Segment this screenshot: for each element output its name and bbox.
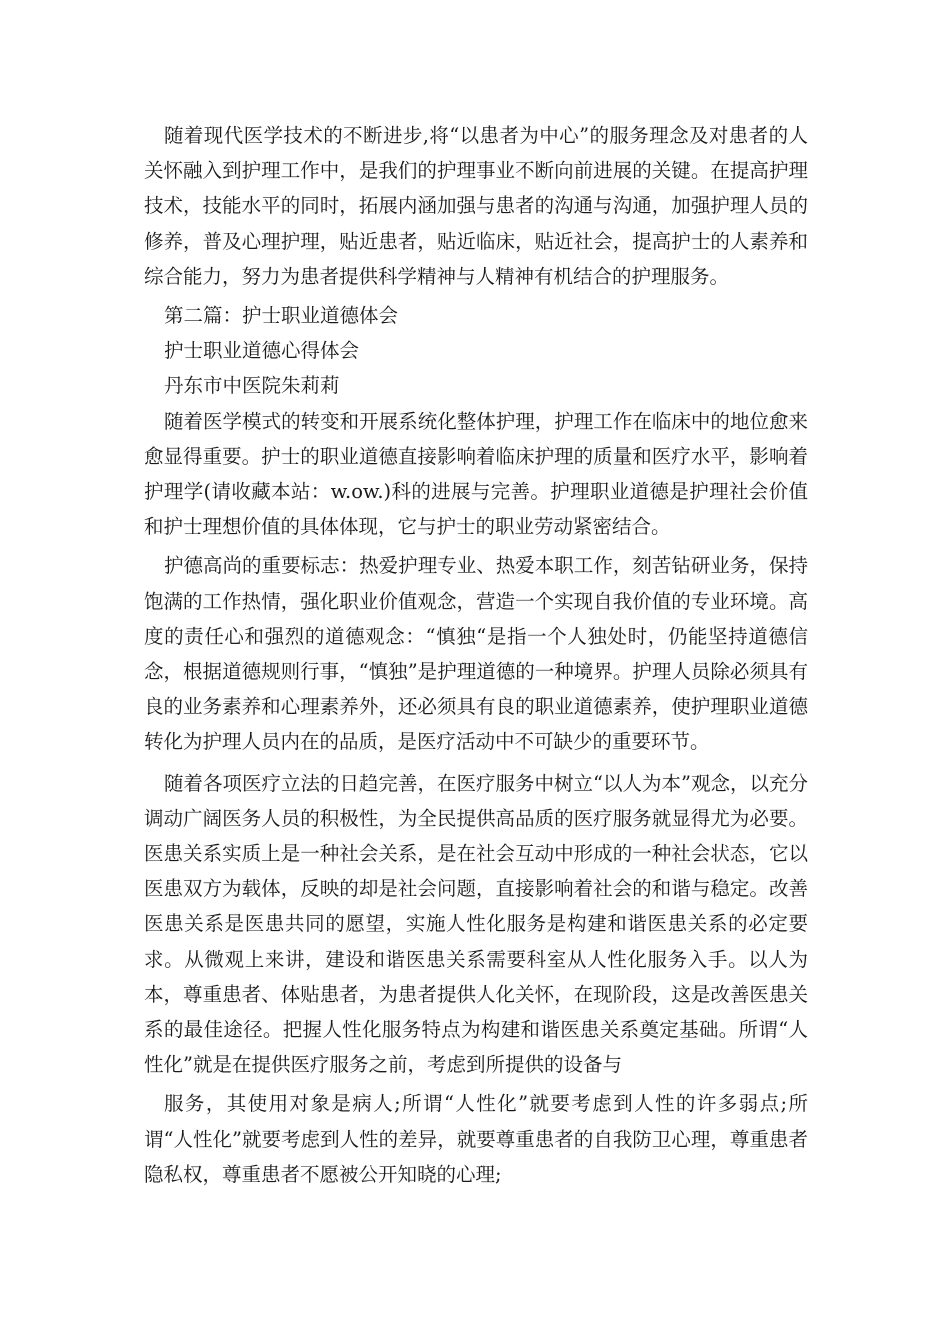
section-heading: 第二篇：护士职业道德体会 bbox=[164, 304, 399, 328]
paragraph-body-4: 服务，其使用对象是病人;所谓“人性化”就要考虑到人性的许多弱点;所谓“人性化”就要考虑到人性的差异，就要尊重患者的自我防卫心理，尊重患者隐私权，尊重患者不愿被公开知晓的心理; bbox=[144, 1092, 808, 1186]
article-title: 护士职业道德心得体会 bbox=[164, 339, 360, 363]
paragraph-body-2: 护德高尚的重要标志：热爱护理专业、热爱本职工作，刻苦钻研业务，保持饱满的工作热情，强化职业价值观念，营造一个实现自我价值的专业环境。高度的责任心和强烈的道德观念：“慎独“是指一个人独处时，仍能坚持道德信念，根据道德规则行事，“慎独”是护理道德的一种境界。护理人员除必须具有良的业务素养和心理素养外，还必须具有良的职业道德素养，使护理职业道德转化为护理人员内在的品质，是医疗活动中不可缺少的重要环节。 bbox=[144, 554, 808, 754]
paragraph-intro: 随着现代医学技术的不断进步,将“以患者为中心”的服务理念及对患者的人关怀融入到护理工作中，是我们的护理事业不断向前进展的关键。在提高护理技术，技能水平的同时，拓展内涵加强与患者的沟通与沟通，加强护理人员的修养，普及心理护理，贴近患者，贴近临床，贴近社会，提高护士的人素养和综合能力，努力为患者提供科学精神与人精神有机结合的护理服务。 bbox=[144, 124, 808, 288]
paragraph-body-1: 随着医学模式的转变和开展系统化整体护理，护理工作在临床中的地位愈来愈显得重要。护士的职业道德直接影响着临床护理的质量和医疗水平，影响着护理学(请收藏本站：w.ow.)科的进展与完善。护理职业道德是护理社会价值和护士理想价值的具体体现，它与护士的职业劳动紧密结合。 bbox=[144, 409, 808, 539]
document-page bbox=[144, 118, 808, 1196]
author-line: 丹东市中医院朱莉莉 bbox=[164, 374, 340, 398]
paragraph-body-3: 随着各项医疗立法的日趋完善，在医疗服务中树立“以人为本”观念，以充分调动广阔医务人员的积极性，为全民提供高品质的医疗服务就显得尤为必要。医患关系实质上是一种社会关系，是在社会互动中形成的一种社会状态，它以医患双方为载体，反映的却是社会问题，直接影响着社会的和谐与稳定。改善医患关系是医患共同的愿望，实施人性化服务是构建和谐医患关系的必定要求。从微观上来讲，建设和谐医患关系需要科室从人性化服务入手。以人为本，尊重患者、体贴患者，为患者提供人化关怀，在现阶段，这是改善医患关系的最佳途径。把握人性化服务特点为构建和谐医患关系奠定基础。所谓“人性化”就是在提供医疗服务之前，考虑到所提供的设备与 bbox=[144, 771, 808, 1077]
